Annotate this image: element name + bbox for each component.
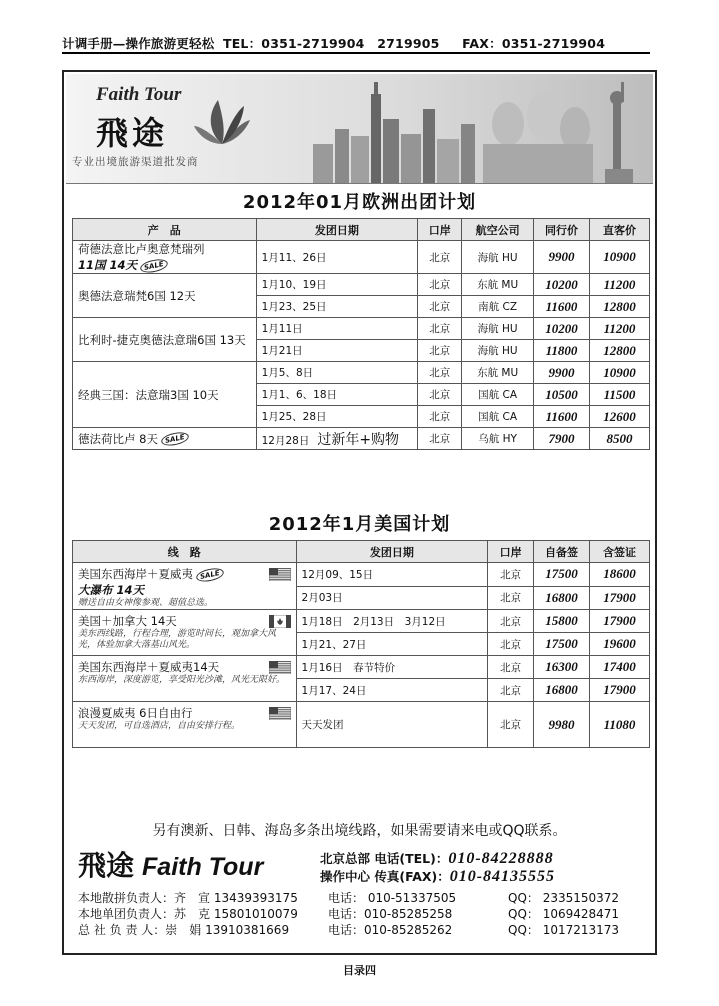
table-row — [73, 702, 650, 748]
port-cell: 北京 — [488, 563, 534, 587]
logo-en: Faith Tour — [96, 84, 182, 105]
with-visa-price: 17400 — [590, 656, 650, 679]
contact-role: 本地单团负责人：苏 克 — [78, 907, 211, 921]
port-cell: 北京 — [488, 702, 534, 748]
usa-header-cell: 自备签 — [534, 541, 590, 563]
port-cell: 北京 — [488, 586, 534, 610]
date-cell — [256, 406, 418, 428]
self-visa-price: 17500 — [534, 633, 590, 656]
footer-logo-en: Faith Tour — [142, 853, 264, 881]
table-row — [73, 274, 650, 296]
contact-qq: QQ： 1069428471 — [508, 907, 620, 921]
date-extra: 过新年+购物 — [317, 431, 400, 448]
port-cell: 北京 — [418, 296, 462, 318]
retail-price: 10900 — [590, 362, 650, 384]
contact-qq: QQ： 1017213173 — [508, 923, 620, 937]
contact-row — [78, 890, 658, 906]
contact-phone: 电话：010-85285262 — [328, 923, 453, 937]
product-name: 荷德法意比卢奥意梵瑞列 — [78, 242, 205, 256]
contact-person — [78, 890, 328, 906]
retail-price: 11200 — [590, 318, 650, 340]
retail-price: 10900 — [590, 241, 650, 274]
route-note: 东西海岸，深度游览，享受阳光沙滩，风光无限好。 — [78, 675, 286, 685]
date-text: 1月11、26日 — [261, 251, 327, 264]
airline-cell: 乌航 HY — [462, 428, 534, 450]
date-cell: 天天发团 — [296, 702, 488, 748]
header-slogan: 计调手册—操作旅游更轻松 — [62, 36, 215, 51]
with-visa-price: 17900 — [590, 586, 650, 610]
header-tel: TEL：0351-2719904 2719905 — [222, 36, 440, 51]
airline-cell: 国航 CA — [462, 406, 534, 428]
airline-cell: 海航 HU — [462, 241, 534, 274]
peer-price: 11800 — [534, 340, 590, 362]
retail-price: 12600 — [590, 406, 650, 428]
self-visa-price: 16800 — [534, 586, 590, 610]
date-cell: 12月09、15日 — [296, 563, 488, 587]
footer-hq — [320, 850, 555, 886]
product-name: 经典三国：法意瑞3国 10天 — [78, 387, 219, 402]
product-cell — [73, 241, 257, 274]
date-cell — [256, 428, 418, 450]
retail-price: 8500 — [590, 428, 650, 450]
date-text: 1月1、6、18日 — [261, 389, 337, 401]
route-name: 美国东西海岸＋夏威夷 — [78, 567, 193, 581]
us-flag-icon — [269, 707, 291, 720]
usa-header-cell: 发团日期 — [296, 541, 488, 563]
usa-header-cell: 口岸 — [488, 541, 534, 563]
with-visa-price: 18600 — [590, 563, 650, 587]
date-cell: 1月18日 2月13日 3月12日 — [296, 610, 488, 633]
date-cell: 1月16日 春节特价 — [296, 656, 488, 679]
contact-role: 总 社 负 责 人：崇 娟 — [78, 923, 202, 937]
route-name: 美国＋加拿大 14天 — [78, 614, 177, 628]
footer-logo-cn: 飛途 — [78, 849, 135, 882]
europe-header-cell: 同行价 — [534, 219, 590, 241]
logo-subtitle: 专业出境旅游渠道批发商 — [72, 156, 199, 168]
usa-title: 2012年1月美国计划 — [268, 514, 451, 535]
europe-title: 2012年01月欧洲出团计划 — [242, 192, 477, 213]
port-cell: 北京 — [488, 656, 534, 679]
sale-badge: SALE — [195, 566, 225, 583]
product-name: 德法荷比卢 8天 — [78, 431, 158, 446]
usa-header-cell: 含签证 — [590, 541, 650, 563]
usa-header-cell: 线 路 — [73, 541, 297, 563]
route-cell — [73, 702, 297, 748]
port-cell: 北京 — [488, 610, 534, 633]
date-text: 12月28日 — [261, 434, 310, 447]
self-visa-price: 17500 — [534, 563, 590, 587]
self-visa-price: 16300 — [534, 656, 590, 679]
date-text: 1月10、19日 — [261, 279, 327, 291]
contact-mobile: 15801010079 — [213, 907, 298, 921]
footer-logo — [78, 844, 263, 884]
port-cell: 北京 — [418, 406, 462, 428]
table-row — [73, 428, 650, 450]
self-visa-price: 9980 — [534, 702, 590, 748]
lotus-icon — [192, 94, 252, 150]
retail-price: 11500 — [590, 384, 650, 406]
peer-price: 11600 — [534, 296, 590, 318]
table-row — [73, 362, 650, 384]
self-visa-price: 15800 — [534, 610, 590, 633]
retail-price: 11200 — [590, 274, 650, 296]
with-visa-price: 19600 — [590, 633, 650, 656]
flyer-frame — [62, 70, 657, 955]
table-row — [73, 656, 650, 679]
port-cell: 北京 — [418, 274, 462, 296]
tel-label: 电话(TEL)： — [374, 851, 449, 866]
peer-price: 10200 — [534, 274, 590, 296]
peer-price: 9900 — [534, 241, 590, 274]
route-cell — [73, 656, 297, 702]
peer-price: 9900 — [534, 362, 590, 384]
peer-price: 10500 — [534, 384, 590, 406]
product-cell — [73, 274, 257, 318]
airline-cell: 国航 CA — [462, 384, 534, 406]
product-name: 奥德法意瑞梵6国 12天 — [78, 288, 196, 303]
usa-table — [72, 540, 650, 748]
route-note: 美东西线路，行程合理，游览时间长，观加拿大风光，体验加拿大落基山风光。 — [78, 629, 277, 650]
date-cell — [256, 274, 418, 296]
peer-price: 7900 — [534, 428, 590, 450]
peer-price: 11600 — [534, 406, 590, 428]
contact-role: 本地散拼负责人：齐 宣 — [78, 891, 211, 905]
europe-header-cell: 口岸 — [418, 219, 462, 241]
date-cell — [256, 318, 418, 340]
footer-note: 另有澳新、日韩、海岛多条出境线路，如果需要请来电或QQ联系。 — [152, 823, 567, 839]
header-bar — [62, 34, 650, 54]
date-text: 1月23、25日 — [261, 301, 327, 313]
route-note: 天天发团，可自选酒店，自由安排行程。 — [78, 721, 241, 731]
op-label: 操作中心 — [320, 869, 371, 884]
contacts — [78, 890, 658, 938]
date-cell: 1月17、24日 — [296, 679, 488, 702]
date-cell — [256, 241, 418, 274]
with-visa-price: 17900 — [590, 610, 650, 633]
route-cell — [73, 610, 297, 656]
date-text: 1月21日 — [261, 345, 303, 357]
contact-qq: QQ： 2335150372 — [508, 891, 620, 905]
port-cell: 北京 — [418, 340, 462, 362]
port-cell: 北京 — [488, 633, 534, 656]
header-fax: FAX：0351-2719904 — [462, 36, 606, 51]
us-flag-icon — [269, 568, 291, 581]
date-text: 1月11日 — [261, 323, 303, 335]
europe-table — [72, 218, 650, 450]
logo-cn: 飛途 — [96, 114, 169, 152]
airline-cell: 海航 HU — [462, 318, 534, 340]
europe-header-cell: 直客价 — [590, 219, 650, 241]
retail-price: 12800 — [590, 296, 650, 318]
with-visa-price: 17900 — [590, 679, 650, 702]
product-cell — [73, 362, 257, 428]
usa-header-row — [73, 541, 650, 563]
airline-cell: 东航 MU — [462, 274, 534, 296]
date-cell — [256, 362, 418, 384]
product-duration: 11国 14天 — [78, 258, 138, 272]
sale-badge: SALE — [160, 430, 190, 447]
self-visa-price: 16800 — [534, 679, 590, 702]
table-row — [73, 318, 650, 340]
port-cell: 北京 — [418, 318, 462, 340]
europe-header-row — [73, 219, 650, 241]
fax-label: 传真(FAX)： — [374, 869, 450, 884]
route-duration: 大瀑布 14天 — [78, 583, 145, 597]
contact-mobile: 13910381669 — [205, 923, 290, 937]
product-cell — [73, 318, 257, 362]
route-note: 赠送自由女神像参观、超值总选。 — [78, 598, 214, 608]
table-row — [73, 563, 650, 587]
banner — [66, 74, 653, 184]
page-number: 目录四 — [343, 964, 376, 977]
table-row — [73, 610, 650, 633]
contact-mobile: 13439393175 — [213, 891, 298, 905]
contact-phone: 电话： 010-51337505 — [328, 891, 457, 905]
port-cell: 北京 — [418, 428, 462, 450]
with-visa-price: 11080 — [590, 702, 650, 748]
airline-cell: 东航 MU — [462, 362, 534, 384]
date-text: 1月5、8日 — [261, 367, 314, 379]
contact-person — [78, 922, 328, 938]
route-name: 浪漫夏威夷 6日自由行 — [78, 706, 193, 720]
canada-flag-icon — [269, 615, 291, 628]
europe-header-cell: 发团日期 — [256, 219, 418, 241]
europe-header-cell: 产 品 — [73, 219, 257, 241]
date-cell — [256, 384, 418, 406]
airline-cell: 南航 CZ — [462, 296, 534, 318]
peer-price: 10200 — [534, 318, 590, 340]
port-cell: 北京 — [488, 679, 534, 702]
port-cell: 北京 — [418, 241, 462, 274]
date-cell — [256, 340, 418, 362]
port-cell: 北京 — [418, 384, 462, 406]
retail-price: 12800 — [590, 340, 650, 362]
contact-phone: 电话：010-85285258 — [328, 907, 453, 921]
hq-tel: 010-84228888 — [448, 850, 554, 867]
skyline-image — [313, 74, 653, 184]
airline-cell: 海航 HU — [462, 340, 534, 362]
us-flag-icon — [269, 661, 291, 674]
route-name: 美国东西海岸＋夏威夷14天 — [78, 660, 220, 674]
date-text: 1月25、28日 — [261, 411, 327, 423]
contact-person — [78, 906, 328, 922]
date-cell: 2月03日 — [296, 586, 488, 610]
product-cell — [73, 428, 257, 450]
hq-label: 北京总部 — [320, 851, 371, 866]
date-cell: 1月21、27日 — [296, 633, 488, 656]
route-cell — [73, 563, 297, 610]
contact-row — [78, 922, 658, 938]
table-row — [73, 241, 650, 274]
product-name: 比利时-捷克奥德法意瑞6国 13天 — [78, 332, 246, 347]
europe-header-cell: 航空公司 — [462, 219, 534, 241]
port-cell: 北京 — [418, 362, 462, 384]
hq-fax: 010-84135555 — [449, 868, 556, 885]
contact-row — [78, 906, 658, 922]
sale-badge: SALE — [139, 257, 169, 274]
date-cell — [256, 296, 418, 318]
